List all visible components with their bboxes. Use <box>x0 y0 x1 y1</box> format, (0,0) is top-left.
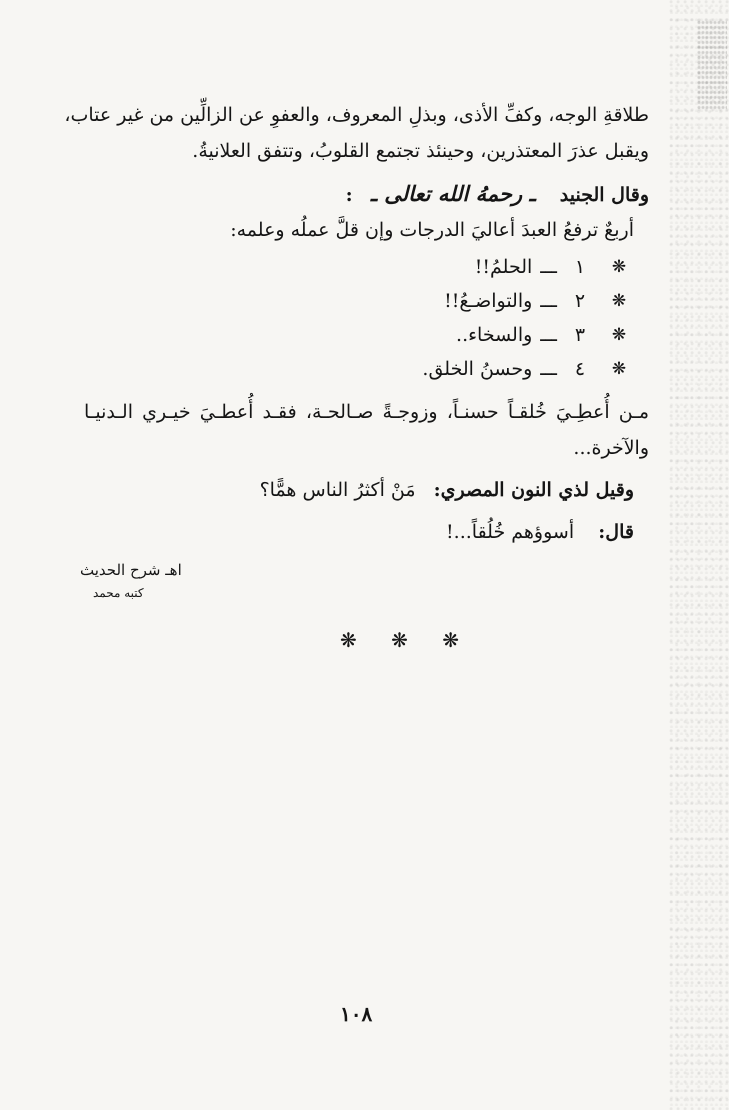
page-number: ١٠٨ <box>340 1002 373 1026</box>
section-divider-stars: ❋ ❋ ❋ <box>340 628 473 652</box>
list-dash: ـــ <box>540 256 557 278</box>
list-number: ١ <box>574 256 586 278</box>
body-line-1: طلاقةِ الوجه، وكفِّ الأذى، وبذلِ المعروف، والعفوِ عن الزالِّين من غير عتاب، <box>64 104 649 126</box>
list-number: ٢ <box>574 290 586 312</box>
star-icon: ❋ <box>611 257 627 277</box>
answer-lead: قال: <box>598 521 634 543</box>
answer-line <box>446 518 634 546</box>
good-character-line-2: والآخرة... <box>573 437 649 459</box>
junaid-honorific: ـ رحمهُ الله تعالى ـ <box>370 181 536 206</box>
answer-text: أسوؤهم خُلُقاً...! <box>446 521 575 543</box>
page-edge-speckle <box>669 0 729 1110</box>
list-text: والسخاء.. <box>456 324 533 346</box>
junaid-colon: : <box>345 184 353 206</box>
question-lead: وقيل لذي النون المصري: <box>433 479 634 501</box>
list-item-3 <box>456 321 629 349</box>
list-number: ٤ <box>574 358 586 380</box>
list-dash: ـــ <box>540 324 557 346</box>
junaid-lead: وقال الجنيد <box>559 184 649 206</box>
star-icon: ❋ <box>611 359 627 379</box>
list-text: الحلمُ!! <box>474 256 533 278</box>
question-text: مَنْ أكثرُ الناس همًّا؟ <box>259 479 416 501</box>
list-item-4 <box>422 355 629 383</box>
list-item-2 <box>444 287 629 315</box>
margin-note-source: اهـ شرح الحديث <box>80 561 182 579</box>
list-dash: ـــ <box>540 358 557 380</box>
list-dash: ـــ <box>540 290 557 312</box>
junaid-heading <box>346 180 649 209</box>
list-item-1 <box>475 253 629 281</box>
list-number: ٣ <box>574 324 586 346</box>
list-text: وحسنُ الخلق. <box>422 358 533 380</box>
margin-note-signature: كتبه محمد <box>93 586 144 600</box>
body-line-2: ويقبل عذرَ المعتذرين، وحينئذ تجتمع القلوبُ، وتتفق العلانيةُ. <box>192 140 649 162</box>
page-corner-smudge <box>697 20 727 110</box>
list-text: والتواضـعُ!! <box>444 290 533 312</box>
four-intro: أربعٌ ترفعُ العبدَ أعاليَ الدرجات وإن قلَّ عملُه وعلمه: <box>230 219 634 241</box>
star-icon: ❋ <box>611 325 627 345</box>
question-line <box>260 476 634 504</box>
good-character-line-1: مـن أُعطِـيَ خُلقـاً حسنـاً، وزوجـةً صـالحـة، فقـد أُعطـيَ خيـري الـدنيـا <box>84 401 649 423</box>
star-icon: ❋ <box>611 291 627 311</box>
